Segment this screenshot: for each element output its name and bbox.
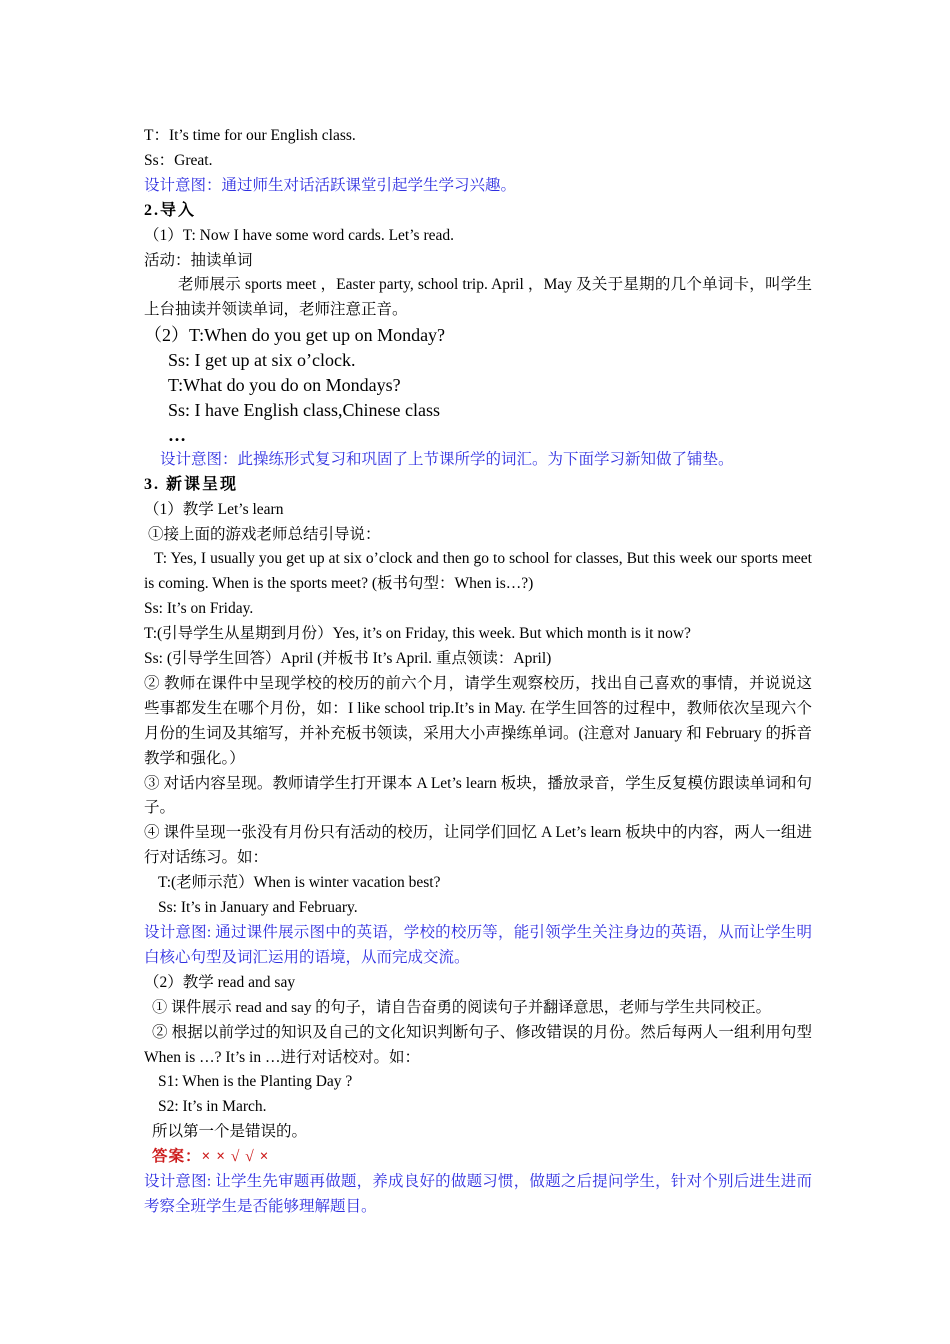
design-intent-note: 设计意图：通过师生对话活跃课堂引起学生学习兴趣。 [144, 176, 517, 194]
dialogue-line: Ss: (引导学生回答）April (并板书 It’s April. 重点领读：April) [144, 650, 552, 668]
section-heading-intro: 2.导入 [144, 201, 197, 219]
dialogue-line: S2: It’s in March. [158, 1098, 267, 1116]
paragraph: 老师展示 sports meet ，Easter party, school trip. April ，May 及关于星期的几个单词卡，叫学生上台抽读并领读单词，老师注意正音。 [144, 276, 812, 319]
design-intent-note: 设计意图: 通过课件展示图中的英语，学校的校历等，能引领学生关注身边的英语，从而让学生明白核心句型及词汇运用的语境，从而完成交流。 [144, 924, 812, 966]
paragraph: ③ 对话内容呈现。教师请学生打开课本 A Let’s learn 板块，播放录音，学生反复模仿跟读单词和句子。 [144, 774, 812, 817]
step-line: （2）教学 read and say [144, 973, 296, 991]
ellipsis-line: … [168, 424, 186, 445]
step-line: ① 课件展示 read and say 的句子，请自告奋勇的阅读句子并翻译意思，老师与学生共同校正。 [152, 998, 771, 1016]
dialogue-line: T:(引导学生从星期到月份）Yes, it’s on Friday, this week. But which month is it now? [144, 625, 691, 643]
dialogue-line: Ss: It’s on Friday. [144, 600, 254, 618]
dialogue-line: Ss: I get up at six o’clock. [168, 350, 356, 371]
dialogue-line: S1: When is the Planting Day ? [158, 1073, 353, 1091]
document-body [144, 124, 812, 1220]
conclusion-line: 所以第一个是错误的。 [152, 1123, 308, 1141]
dialogue-line: T：It’s time for our English class. [144, 127, 356, 144]
paragraph: ④ 课件呈现一张没有月份只有活动的校历，让同学们回忆 A Let’s learn 板块中的内容，两人一组进行对话练习。如： [144, 824, 812, 867]
paragraph: ② 教师在课件中呈现学校的校历的前六个月，请学生观察校历，找出自己喜欢的事情，并说说这些事都发生在哪个月份，如：I like school trip.It’s in May. 在学生回答的过程中，教师依次呈现六个月份的生词及其缩写，并补充板书领读，采用大小声操练单词。(注意对 January 和 February 的拆音教学和强化。） [144, 674, 812, 767]
dialogue-line: Ss: I have English class,Chinese class [168, 399, 440, 420]
dialogue-line: T:(老师示范）When is winter vacation best? [158, 874, 441, 892]
paragraph: ② 根据以前学过的知识及自己的文化知识判断句子、修改错误的月份。然后每两人一组利用句型 When is …? It’s in …进行对话校对。如： [144, 1023, 812, 1066]
step-line: （1）教学 Let’s learn [144, 500, 284, 518]
design-intent-note: 设计意图: 让学生先审题再做题，养成良好的做题习惯，做题之后提问学生，针对个别后进生进而考察全班学生是否能够理解题目。 [144, 1173, 812, 1215]
step-line: （1）T: Now I have some word cards. Let’s read. [144, 226, 455, 244]
answer-key: 答案：× × √ √ × [152, 1148, 270, 1166]
paragraph: T: Yes, I usually you get up at six o’clock and then go to school for classes, But this week our sports meet is coming. When is the sports meet? (板书句型：When is…?) [144, 550, 812, 593]
dialogue-line: Ss: It’s in January and February. [158, 899, 358, 917]
activity-line: 活动：抽读单词 [144, 251, 253, 269]
step-line: ①接上面的游戏老师总结引导说： [148, 525, 381, 543]
dialogue-line: T:What do you do on Mondays? [168, 375, 401, 396]
step-line: （2）T:When do you get up on Monday? [144, 325, 446, 346]
design-intent-note: 设计意图：此操练形式复习和巩固了上节课所学的词汇。为下面学习新知做了铺垫。 [160, 450, 734, 468]
section-heading-new-lesson: 3. 新课呈现 [144, 475, 239, 493]
dialogue-line: Ss：Great. [144, 151, 213, 169]
